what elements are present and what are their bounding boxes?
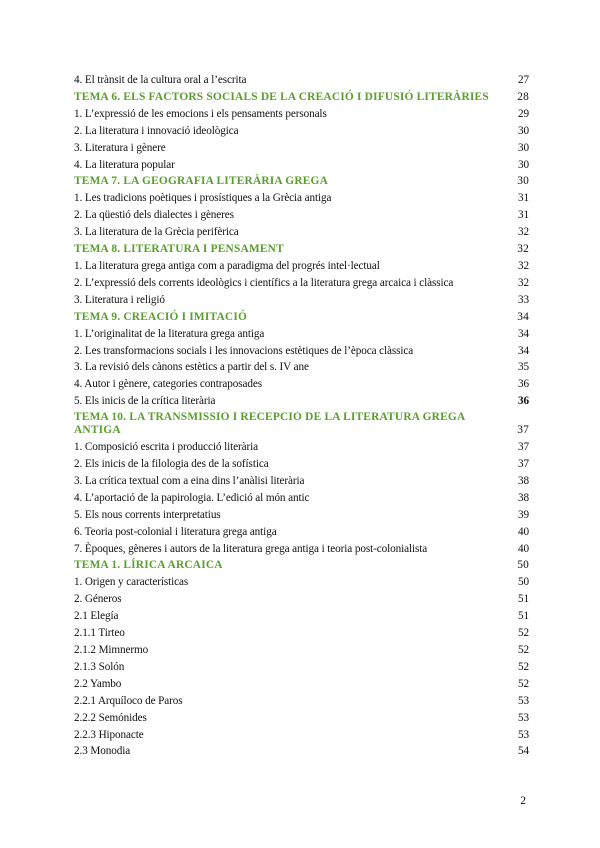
toc-entry[interactable]: [74, 541, 529, 558]
toc-entry-title: TEMA 8. LITERATURA I PENSAMENT: [74, 243, 284, 256]
toc-entry-page: 31: [518, 209, 529, 222]
toc-entry[interactable]: [74, 190, 529, 207]
toc-entry-page: 34: [518, 327, 529, 340]
toc-entry-page: 54: [518, 745, 529, 758]
page-number: 2: [520, 795, 526, 807]
toc-entry-title: 2. La literatura i innovació ideològica: [74, 124, 239, 137]
toc-entry-page: 53: [518, 694, 529, 707]
toc-entry-page: 52: [518, 627, 529, 640]
toc-entry[interactable]: [74, 326, 529, 343]
toc-entry-title: 4. La literatura popular: [74, 158, 175, 171]
toc-entry-page: 50: [518, 576, 529, 589]
toc-entry-title: 3. Literatura i gènere: [74, 141, 166, 154]
toc-entry[interactable]: [74, 439, 529, 456]
toc-entry[interactable]: [74, 140, 529, 157]
toc-entry[interactable]: [74, 727, 529, 744]
toc-entry-title: 1. Les tradicions poètiques i prosístiques a la Grècia antiga: [74, 192, 332, 205]
toc-entry-title: 7. Èpoques, gèneres i autors de la literatura grega antiga i teoria post-colonialista: [74, 542, 428, 555]
toc-entry-page: 40: [518, 542, 529, 555]
toc-entry-page: 38: [518, 491, 529, 504]
toc-entry-page: 31: [518, 192, 529, 205]
toc-entry-page: 39: [518, 508, 529, 521]
toc-heading[interactable]: [74, 173, 529, 190]
toc-entry-title: 1. L’expressió de les emocions i els pensaments personals: [74, 107, 327, 120]
toc-entry-page: 32: [518, 259, 529, 272]
toc-entry-page: 30: [518, 158, 529, 171]
toc-entry-title: 3. Literatura i religió: [74, 293, 165, 306]
toc-entry-page: 30: [518, 124, 529, 137]
toc-entry-title: TEMA 6. ELS FACTORS SOCIALS DE LA CREACIÓ I DIFUSIÓ LITERÀRIES: [74, 90, 489, 103]
toc-entry-page: 37: [517, 424, 529, 437]
toc-entry-title: 1. Origen y características: [74, 576, 189, 589]
toc-entry-page: 40: [518, 525, 529, 538]
toc-entry-page: 37: [518, 458, 529, 471]
toc-entry-title: 2.1.1 Tirteo: [74, 627, 125, 640]
toc-entry-title: 3. La revisió dels cànons estètics a partir del s. IV ane: [74, 361, 309, 374]
toc-entry-title: 2. L’expressió dels corrents ideològics i científics a la literatura grega arcaica i clàssica: [74, 276, 454, 289]
toc-entry[interactable]: [74, 524, 529, 541]
toc-heading[interactable]: [74, 557, 529, 574]
toc-entry[interactable]: [74, 123, 529, 140]
toc-entry-page: 34: [517, 310, 529, 323]
toc-entry-title: 2. La qüestió dels dialectes i gèneres: [74, 209, 234, 222]
toc-entry-page: 38: [518, 474, 529, 487]
toc-entry-page: 53: [518, 728, 529, 741]
toc-entry-page: 33: [518, 293, 529, 306]
toc-entry[interactable]: [74, 207, 529, 224]
toc-entry-page: 52: [518, 660, 529, 673]
toc-entry-title: TEMA 9. CREACIÓ I IMITACIÓ: [74, 310, 248, 323]
toc-entry-title: 4. El trànsit de la cultura oral a l’escrita: [74, 74, 247, 86]
toc-entry-page: 34: [518, 344, 529, 357]
toc-entry-page: 53: [518, 711, 529, 724]
toc-entry-title: 3. La crítica textual com a eina dins l’anàlisi literària: [74, 474, 305, 487]
toc-entry-title: 2. Les transformacions socials i les innovacions estètiques de l’època clàssica: [74, 344, 414, 357]
toc-entry-page: 29: [518, 107, 529, 120]
toc-heading[interactable]: [74, 309, 529, 326]
toc-heading[interactable]: [74, 241, 529, 258]
toc-entry[interactable]: [74, 710, 529, 727]
toc-entry-title: 2.2.3 Hiponacte: [74, 728, 144, 741]
toc-entry[interactable]: [74, 292, 529, 309]
toc-entry[interactable]: [74, 625, 529, 642]
toc-entry[interactable]: [74, 574, 529, 591]
toc-entry[interactable]: [74, 676, 529, 693]
toc-entry-page: 51: [518, 593, 529, 606]
toc-entry[interactable]: [74, 456, 529, 473]
toc-entry-page: 28: [517, 90, 529, 103]
toc-entry[interactable]: [74, 376, 529, 393]
toc-entry-title: 2.2.2 Semónides: [74, 711, 147, 724]
toc-heading[interactable]: [74, 89, 529, 106]
toc-entry[interactable]: [74, 258, 529, 275]
toc-entry-title: 3. La literatura de la Grècia perifèrica: [74, 226, 239, 239]
toc-entry[interactable]: [74, 608, 529, 625]
toc-entry-page: 51: [518, 610, 529, 623]
toc-entry-page: 32: [518, 276, 529, 289]
toc-entry-page: 36: [518, 378, 529, 391]
toc-entry[interactable]: [74, 393, 529, 410]
toc-entry-title: 1. L’originalitat de la literatura grega antiga: [74, 327, 265, 340]
toc-entry-title: 2.1.2 Mimnermo: [74, 644, 149, 656]
toc-entry[interactable]: [74, 591, 529, 608]
toc-entry-title: 2.1.3 Solón: [74, 660, 125, 673]
toc-entry-title: 4. L’aportació de la papirologia. L’edició al món antic: [74, 491, 310, 504]
toc-entry-title: 2.2 Yambo: [74, 677, 122, 690]
toc-entry-title: 5. Els inicis de la crítica literària: [74, 395, 216, 408]
toc-entry[interactable]: [74, 642, 529, 659]
toc-entry-title: 2.3 Monodia: [74, 745, 131, 758]
toc-entry[interactable]: [74, 224, 529, 241]
toc-entry[interactable]: [74, 343, 529, 360]
toc-entry-title: 6. Teoria post-colonial i literatura grega antiga: [74, 525, 277, 538]
toc-entry-page: 35: [518, 361, 529, 374]
toc-entry[interactable]: [74, 743, 529, 760]
toc-entry-title: 2. Els inicis de la filologia des de la sofística: [74, 458, 269, 471]
toc-entry-title: 2. Géneros: [74, 593, 122, 606]
toc-entry-page: 37: [518, 441, 529, 454]
toc-heading[interactable]: [74, 410, 529, 439]
toc-entry-page: 50: [517, 559, 529, 572]
toc-entry[interactable]: [74, 106, 529, 123]
toc-entry-page: 27: [518, 74, 529, 86]
toc-entry-title: TEMA 1. LÍRICA ARCAICA: [74, 559, 223, 572]
toc-entry-page: 30: [517, 175, 529, 188]
toc-entry-page: 36: [518, 395, 529, 408]
toc-entry[interactable]: [74, 473, 529, 490]
toc-entry-title: 1. La literatura grega antiga com a paradigma del progrés intel·lectual: [74, 259, 380, 272]
toc-entry-page: 32: [518, 226, 529, 239]
toc-entry-title: 5. Els nous corrents interpretatius: [74, 508, 221, 521]
toc-entry[interactable]: [74, 72, 529, 89]
toc-entry-title: 1. Composició escrita i producció literària: [74, 441, 258, 454]
toc-entry-title: TEMA 10. LA TRANSMISSIÓ I RECEPCIÓ DE LA LITERATURA GREGA ANTIGA: [74, 411, 465, 437]
toc-entry[interactable]: [74, 490, 529, 507]
toc-entry-page: 32: [517, 243, 529, 256]
toc-entry[interactable]: [74, 693, 529, 710]
toc-entry-page: 52: [518, 644, 529, 656]
toc-entry[interactable]: [74, 275, 529, 292]
toc-entry[interactable]: [74, 359, 529, 376]
toc-entry-title: 2.1 Elegía: [74, 610, 119, 623]
toc-entry[interactable]: [74, 507, 529, 524]
toc-entry-page: 52: [518, 677, 529, 690]
toc-entry-title: TEMA 7. LA GEOGRAFIA LITERÀRIA GREGA: [74, 175, 329, 188]
toc-entry-page: 30: [518, 141, 529, 154]
toc-entry[interactable]: [74, 157, 529, 174]
toc-entry[interactable]: [74, 659, 529, 676]
toc-entry-title: 2.2.1 Arquíloco de Paros: [74, 694, 183, 707]
toc-entry-title: 4. Autor i gènere, categories contraposades: [74, 378, 262, 391]
table-of-contents: [74, 72, 529, 760]
